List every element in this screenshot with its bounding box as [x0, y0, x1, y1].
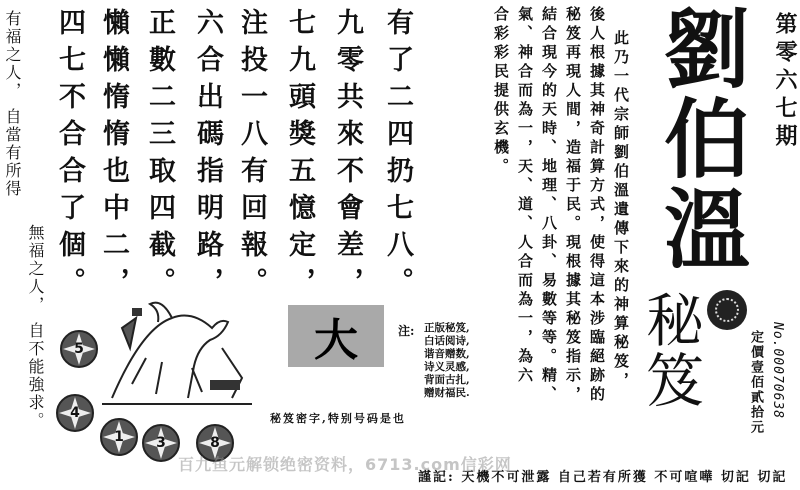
margin-note-column-3: 無福之人，	[26, 224, 45, 314]
poem-column-2: 九零共來不會差，	[332, 8, 363, 304]
poem-column-5: 六合出碼指明路，	[192, 8, 223, 304]
coin-3: 3	[142, 424, 180, 462]
intro-column-2: 後人根據其神奇計算方式，使得這本涉臨絕跡的	[588, 6, 606, 405]
main-title: 劉伯溫	[649, 4, 750, 274]
note-line: 谐音赠数,	[424, 348, 470, 360]
secret-character: 大	[314, 315, 358, 366]
note-line: 诗义灵感,	[424, 361, 470, 373]
note-line: 白话阅诗,	[424, 335, 470, 347]
price-label: 定價壹佰貳拾元	[748, 330, 763, 435]
note-label: 注:	[398, 324, 415, 338]
footer-warning: 謹記: 天機不可泄露 自己若有所獲 不可喧嘩 切記 切記	[418, 470, 788, 485]
horse-illustration	[102, 288, 252, 410]
margin-note-column-4: 自不能強求。	[26, 322, 45, 430]
note-line: 正版秘笈,	[424, 322, 470, 334]
subtitle: 秘笈	[636, 290, 704, 410]
margin-note-column-2: 自當有所得	[3, 108, 22, 198]
intro-column-5: 氣、神合而為一，天、道、人合而為一，為六	[516, 6, 534, 386]
intro-column-3: 秘笈再現人間，造福于民。現根據其秘笈指示，	[564, 6, 582, 405]
note-lines	[424, 322, 470, 400]
seal-stamp	[707, 290, 747, 330]
issue-number: 第零六七期	[772, 12, 798, 152]
poem-column-4: 注投一八有回報。	[236, 8, 267, 304]
coin-5: 5	[60, 330, 98, 368]
poem-column-3: 七九頭獎五憶定，	[284, 8, 315, 304]
intro-column-1: 此乃一代宗師劉伯溫遺傳下來的神算秘笈，	[612, 30, 630, 391]
note-line: 赠财福民.	[424, 387, 470, 399]
note-line: 背面古扎,	[424, 374, 470, 386]
coin-8: 8	[196, 424, 234, 462]
secret-character-box	[288, 305, 384, 367]
margin-note-column-1: 有福之人，	[3, 10, 22, 100]
serial-number: No.00070638	[770, 322, 785, 420]
coin-4: 4	[56, 394, 94, 432]
intro-column-6: 合彩彩民提供玄機。	[492, 6, 510, 177]
poem-column-7: 懶懶惰惰也中二，	[98, 8, 129, 304]
watermark-text: 百九鱼元解锁绝密资料，6713.com信彩网	[178, 455, 512, 474]
intro-column-4: 結合現今的天時、地理、八卦、易數等等。精、	[540, 6, 558, 405]
poem-column-8: 四七不合合了個。	[54, 8, 85, 304]
secret-hint: 秘笈密字,特别号码是也	[270, 412, 406, 425]
seal-ring	[715, 298, 739, 322]
coin-1: 1	[100, 418, 138, 456]
poem-column-6: 正數二三取四截。	[144, 8, 175, 304]
poem-column-1: 有了二四扔七八。	[382, 8, 413, 304]
